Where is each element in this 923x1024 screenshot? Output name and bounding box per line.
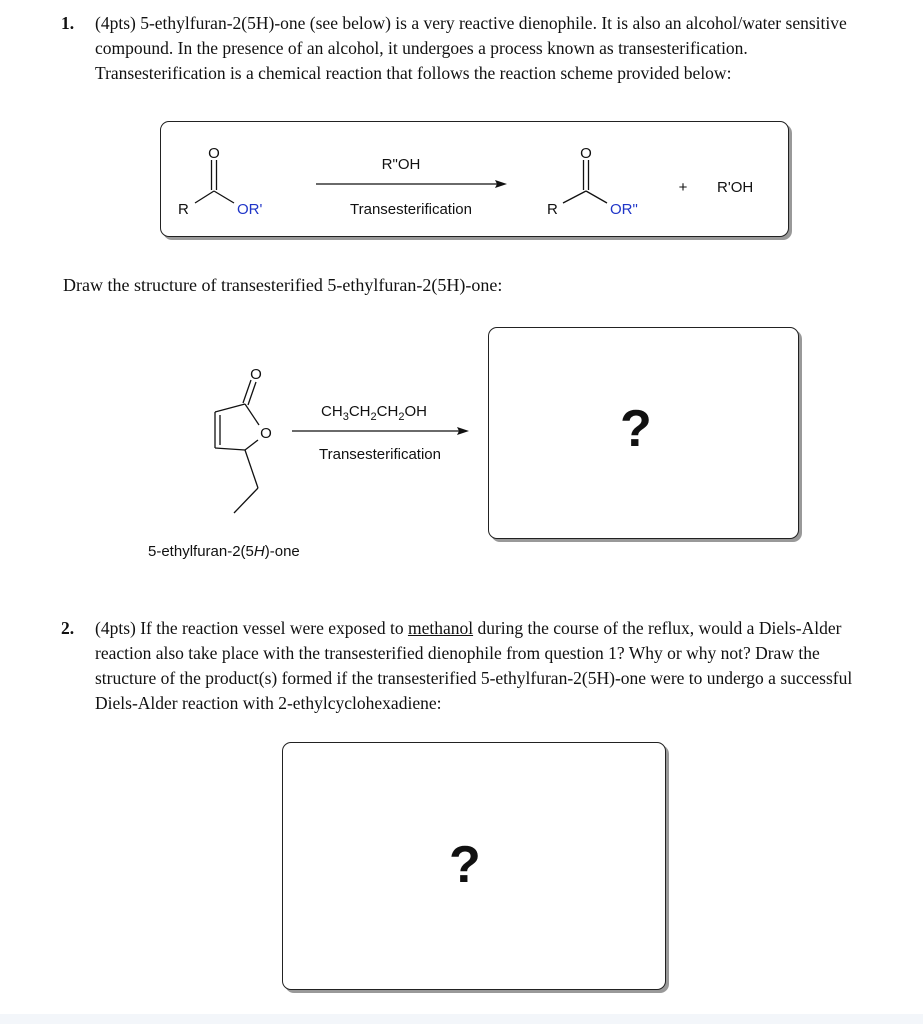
question-mark-1: ?: [620, 400, 652, 458]
scheme-arrow-label: Transesterification: [350, 201, 472, 218]
question-2-text-end: during the course of the reflux, would a Diels-Alder reaction also take place with the transesterified dienophile from question 1? Why or why not? Draw the structure of the product(s) formed if the transesterified 5-ethylfuran-2(5H)-one were to undergo a successful Diels-Alder reaction with 2-ethylcyclohexadiene:: [95, 618, 853, 713]
furanone-structure: [215, 366, 272, 513]
scheme-reagent: R"OH: [381, 156, 421, 173]
question-mark-2: ?: [449, 836, 481, 894]
question-1-text: (4pts) 5-ethylfuran-2(5H)-one (see below) is a very reactive dienophile. It is also an alcohol/water sensitive compound. In the presence of an alcohol, it undergoes a process known as transesterification. Transesterification is a chemical reaction that follows the reaction scheme provided below:: [95, 13, 847, 83]
product-r-label: R: [547, 201, 558, 218]
furanone-ring-o: O: [260, 425, 272, 442]
furanone-carbonyl-o: O: [250, 366, 262, 383]
question-2-number: 2.: [61, 618, 75, 638]
footer-band: [0, 1014, 923, 1024]
question-2-text-start: (4pts) If the reaction vessel were exposed to: [95, 618, 408, 638]
answer-box-2[interactable]: [282, 742, 666, 990]
product-or-label: OR": [610, 201, 638, 218]
propanol-arrow: [292, 403, 469, 463]
question-2-text: [95, 616, 881, 716]
byproduct-label: R'OH: [717, 179, 754, 196]
reactant-or-label: OR': [237, 201, 263, 218]
propanol-arrow-label: Transesterification: [319, 446, 441, 463]
question-1-number: 1.: [61, 13, 75, 33]
question-2-underlined-word: methanol: [407, 618, 474, 638]
propanol-reagent: $CH_3CH_2CH_2OH$: [321, 403, 427, 423]
reactant-carbonyl-o: O: [208, 145, 220, 162]
draw-prompt: Draw the structure of transesterified 5-ethylfuran-2(5H)-one:: [63, 275, 503, 295]
plus-sign: +: [678, 179, 688, 196]
furanone-name: 5-ethylfuran-2(5H)-one: [148, 543, 300, 560]
product-carbonyl-o: O: [580, 145, 592, 162]
answer-box-1[interactable]: [488, 327, 799, 539]
reactant-r-label: R: [178, 201, 189, 218]
